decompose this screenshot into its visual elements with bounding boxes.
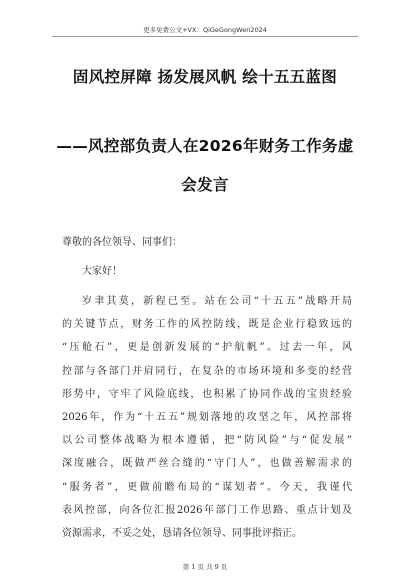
body-line: 形势中，守牢了风险底线，也积累了协同作战的宝贵经验	[62, 388, 352, 400]
salutation: 尊敬的各位领导、同事们：	[62, 237, 182, 248]
body-line: 的关键节点，财务工作的风控防线，既是企业行稳致远的	[62, 319, 352, 331]
body-line: 深度融合，既做严丝合缝的“守门人”，也做善解需求的	[62, 458, 352, 470]
body-line: “服务者”，更做前瞻布局的“谋划者”。今天，我谨代	[62, 481, 352, 493]
title-line-2: ——风控部负责人在2026年财务工作务虚	[56, 137, 354, 155]
title-line-1: 固风控屏障 扬发展风帆 绘十五五蓝图	[72, 68, 338, 86]
body-line: 岁聿其莫，新程已至。站在公司“十五五”战略开局	[82, 296, 352, 307]
page-number-footer: 第 1 页 共 9 页	[182, 563, 228, 571]
body-line: 2026年，作为“十五五”规划落地的攻坚之年，风控部将	[62, 411, 352, 423]
body-line: “压舱石”，更是创新发展的“护航帆”。过去一年，风	[62, 342, 352, 354]
header-divider	[52, 36, 358, 37]
body-line: 表风控部，向各位汇报2026年部门工作思路、重点计划及	[62, 504, 352, 516]
title-line-3: 会发言	[181, 176, 229, 194]
body-line: 以公司整体战略为根本遵循，把“防风险”与“促发展”	[62, 435, 352, 447]
greeting: 大家好！	[82, 266, 122, 277]
body-paragraph	[62, 290, 352, 545]
body-line: 资源需求，不妥之处，恳请各位领导、同事批评指正。	[62, 527, 302, 539]
header-note: 更多免费公文+VX：QiGeGongWen2024	[143, 26, 267, 34]
body-line: 控部与各部门并肩同行，在复杂的市场环境和多变的经营	[62, 365, 352, 377]
